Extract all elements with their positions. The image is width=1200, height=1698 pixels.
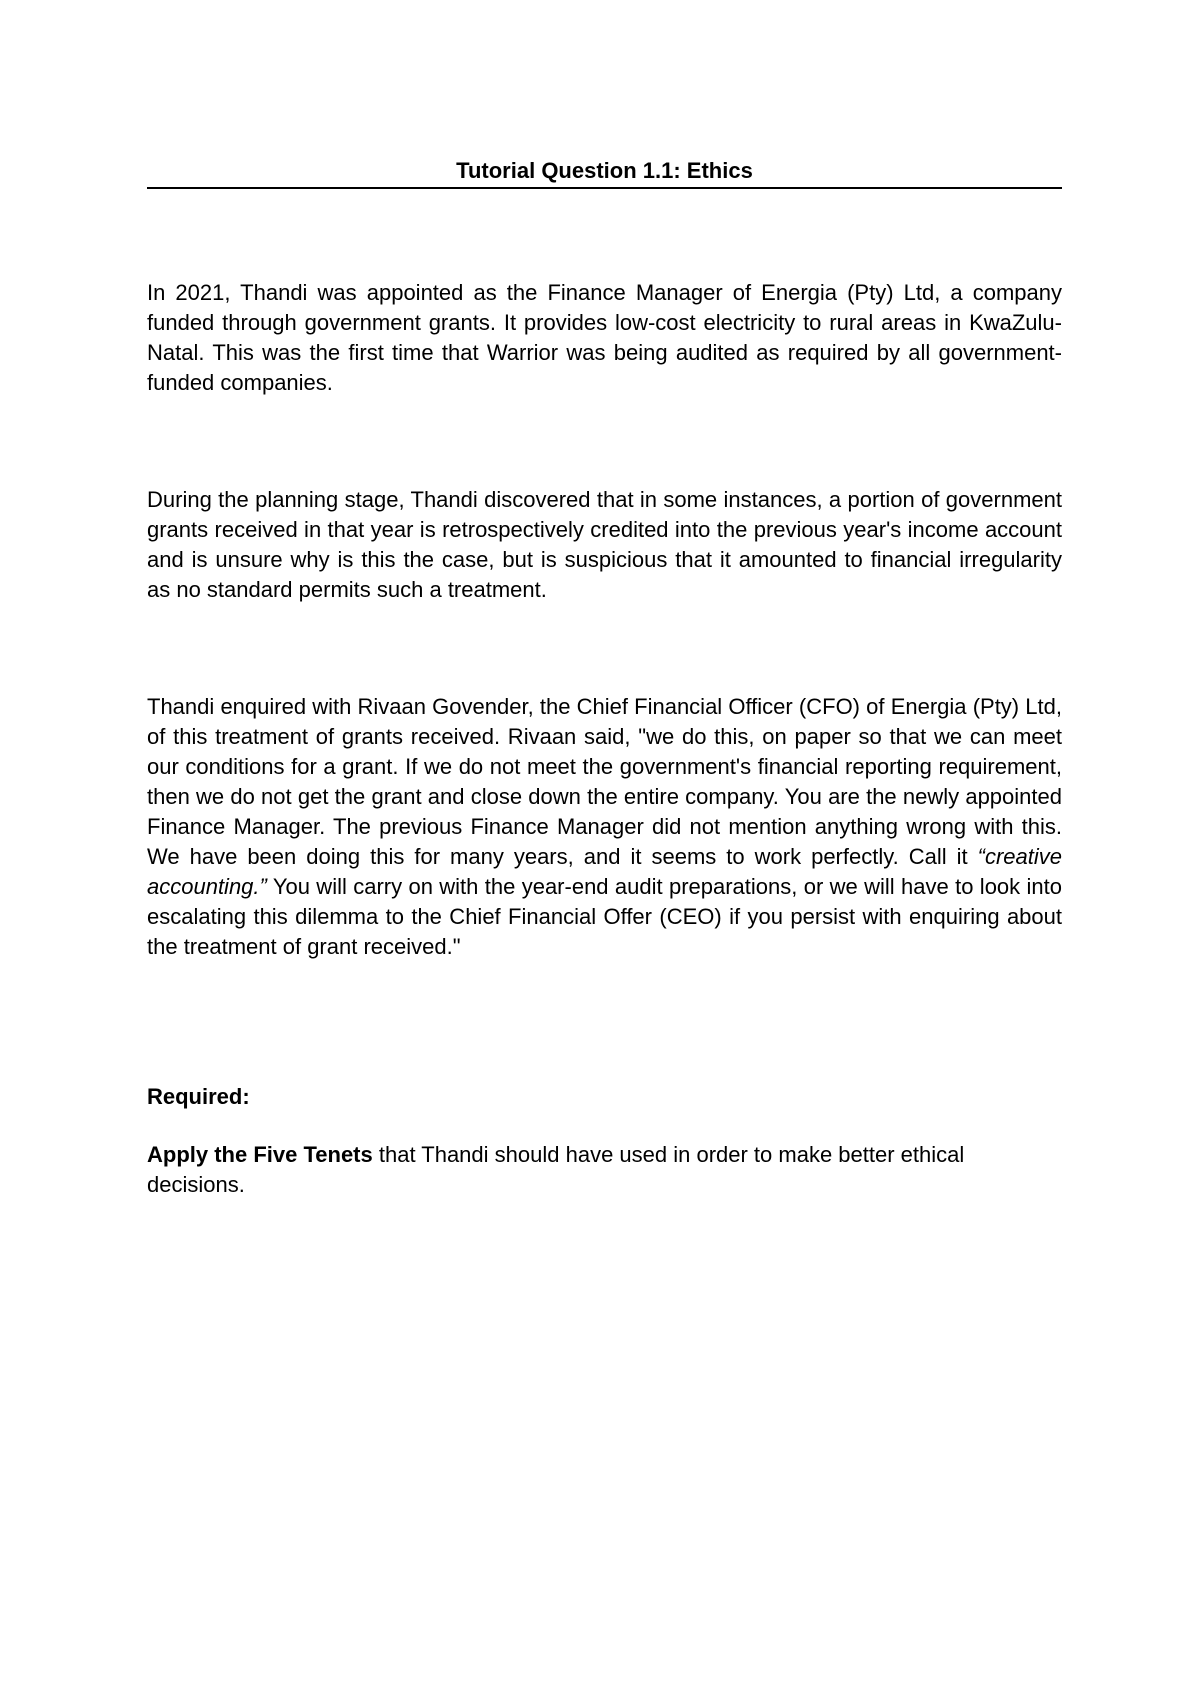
creative-accounting-quote: “creative accounting.” xyxy=(147,844,1062,899)
required-heading: Required: xyxy=(147,1084,250,1109)
required-instruction xyxy=(147,1140,1062,1200)
required-instruction-rest: that Thandi should have used in order to make better ethical decisions. xyxy=(147,1142,965,1197)
paragraph-cfo-response xyxy=(147,692,1062,962)
required-instruction-bold: Apply the Five Tenets xyxy=(147,1142,373,1167)
title-underline xyxy=(147,187,1062,189)
paragraph-planning-stage: During the planning stage, Thandi discovered that in some instances, a portion of government grants received in that year is retrospectively credited into the previous year's income account and is unsure why is this the case, but is suspicious that it amounted to financial irregularity as no standard permits such a treatment. xyxy=(147,487,1062,602)
paragraph-appointment: In 2021, Thandi was appointed as the Finance Manager of Energia (Pty) Ltd, a company funded through government grants. It provides low-cost electricity to rural areas in KwaZulu-Natal. This was the first time that Warrior was being audited as required by all government-funded companies. xyxy=(147,280,1062,395)
cfo-response-text-part2: You will carry on with the year-end audit preparations, or we will have to look into escalating this dilemma to the Chief Financial Offer (CEO) if you persist with enquiring about the treatment of grant received." xyxy=(147,874,1062,959)
cfo-response-text-part1: Thandi enquired with Rivaan Govender, the Chief Financial Officer (CFO) of Energia (Pty) Ltd, of this treatment of grants received. Rivaan said, "we do this, on paper so that we can meet our conditions for a grant. If we do not meet the government's financial reporting requirement, then we do not get the grant and close down the entire company. You are the newly appointed Finance Manager. The previous Finance Manager did not mention anything wrong with this. We have been doing this for many years, and it seems to work perfectly. Call it xyxy=(147,694,1062,869)
document-title: Tutorial Question 1.1: Ethics xyxy=(456,158,753,183)
